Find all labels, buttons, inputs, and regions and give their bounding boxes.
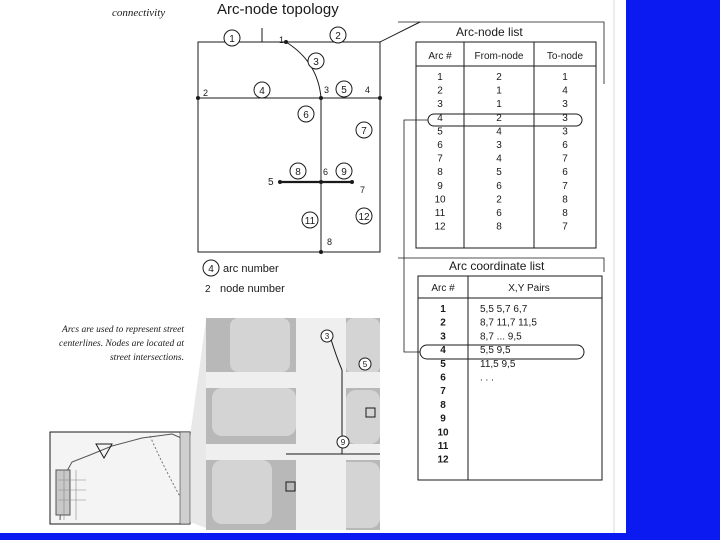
arc-node-cell: 6 <box>562 140 568 151</box>
node-number-labels <box>203 35 370 247</box>
leader-line-top <box>380 22 420 42</box>
node-dot <box>378 96 382 100</box>
arc-node-cell: 4 <box>437 112 443 124</box>
arc-node-cell: 3 <box>562 99 568 111</box>
node-dot <box>319 180 323 184</box>
inset-map <box>50 320 206 528</box>
arc-node-cell: 11 <box>434 208 446 219</box>
highlight-row-4 <box>428 114 582 126</box>
arc-label: 12 <box>358 212 370 223</box>
arc-coord-numbers <box>437 304 449 466</box>
arc-coord-pairs <box>480 304 537 384</box>
caption-line: street intersections. <box>109 353 184 363</box>
arc-label: 11 <box>304 216 316 227</box>
arc-label: 8 <box>295 167 301 178</box>
arc-node-cell: 6 <box>562 167 568 179</box>
arc-node-cell: 3 <box>562 112 568 124</box>
block <box>212 460 272 524</box>
arc-node-cell: 4 <box>562 85 568 97</box>
street-caption <box>59 325 184 363</box>
node-dot <box>319 96 323 100</box>
arc-coordinate-list <box>398 258 604 480</box>
arc-coord-number: 3 <box>440 331 446 343</box>
arc-node-cell: 7 <box>562 180 568 192</box>
arc-coord-number: 10 <box>437 427 449 439</box>
arc-label: 1 <box>229 34 235 45</box>
arc-label: 4 <box>259 86 265 97</box>
header-cell: Arc # <box>428 51 452 62</box>
legend-arc-symbol: 4 <box>208 264 214 275</box>
node-label: 8 <box>327 237 333 247</box>
node-label: 3 <box>324 85 330 95</box>
header-cell: X,Y Pairs <box>508 283 550 294</box>
header-cell: To-node <box>546 51 584 62</box>
arc-node-cell: 9 <box>437 180 443 192</box>
arc-coord-number: 4 <box>440 345 446 357</box>
arc-label: 2 <box>335 31 341 42</box>
arc-node-cell: 4 <box>496 153 502 165</box>
node-label: 4 <box>365 85 371 95</box>
arc-node-cell: 2 <box>437 85 443 97</box>
node-dot <box>284 40 288 44</box>
street <box>296 318 346 530</box>
arc-coord-pairs-cell: . . . <box>480 372 494 384</box>
arc-coord-number: 7 <box>440 386 446 398</box>
arc-coord-pairs-cell: 5,5 9,5 <box>480 345 511 357</box>
map-arc-label: 9 <box>340 438 346 447</box>
arc-coord-number: 12 <box>437 454 449 466</box>
arc-node-cell: 6 <box>496 180 502 192</box>
arc-coord-pairs-cell: 11,5 9,5 <box>480 358 516 370</box>
arc-node-cell: 6 <box>496 208 502 219</box>
arc-node-cell: 8 <box>437 167 443 179</box>
arc-node-cell: 2 <box>496 194 502 206</box>
arc-coord-number: 8 <box>440 399 446 411</box>
node-dot <box>278 180 282 184</box>
node-dot <box>350 180 354 184</box>
arc-node-cell: 7 <box>562 221 568 233</box>
header-cell: Arc # <box>431 283 455 294</box>
arc-coord-number: 5 <box>440 358 446 370</box>
node-dot <box>196 96 200 100</box>
arc-node-cell: 8 <box>562 208 568 219</box>
legend-arc-text: arc number <box>223 263 279 275</box>
legend <box>203 260 285 295</box>
arc-coord-number: 11 <box>437 441 449 452</box>
arc-node-cell: 10 <box>434 194 446 206</box>
map-arc-label: 3 <box>324 332 330 341</box>
topology-nodes <box>196 40 382 254</box>
legend-node-symbol: 2 <box>205 284 211 295</box>
node-label: 5 <box>268 177 274 188</box>
caption-line: centerlines. Nodes are located at <box>59 339 184 349</box>
block <box>212 388 296 436</box>
node-label: 6 <box>323 167 329 177</box>
node-label: 1 <box>279 35 285 45</box>
arc-node-cell: 8 <box>562 194 568 206</box>
header-cell: From-node <box>474 51 524 62</box>
map-arc-label: 5 <box>362 360 368 369</box>
arc-label: 6 <box>303 110 309 121</box>
arc-label: 3 <box>313 57 319 68</box>
arc-node-cell: 8 <box>496 221 502 233</box>
arc-coord-pairs-cell: 8,7 ... 9,5 <box>480 331 522 343</box>
arc-node-list-title: Arc-node list <box>456 25 523 39</box>
street <box>206 444 380 460</box>
arc-node-cell: 1 <box>437 72 443 83</box>
arc-node-cell: 1 <box>496 85 502 97</box>
arc-node-cell: 12 <box>434 221 446 233</box>
street-map <box>206 318 380 530</box>
arc-node-cell: 3 <box>437 99 443 111</box>
arc-label: 9 <box>341 167 347 178</box>
figure-title: Arc-node topology <box>217 1 339 18</box>
topology-boundary <box>198 42 380 252</box>
arc-node-cell: 3 <box>562 126 568 138</box>
arc-coord-number: 9 <box>440 413 446 425</box>
inset-strip <box>180 432 190 524</box>
arc-node-cell: 5 <box>496 167 502 179</box>
caption-line: Arcs are used to represent street <box>62 325 184 335</box>
arc-node-rows <box>434 72 568 233</box>
arc-coord-list-title: Arc coordinate list <box>449 259 545 273</box>
blue-side-bar <box>626 0 720 540</box>
arc-number-circles <box>224 27 372 228</box>
arc-coord-pairs-cell: 8,7 11,7 11,5 <box>480 317 537 329</box>
arc-3-curve <box>286 42 321 98</box>
blue-bottom-bar <box>0 533 626 540</box>
arc-node-list <box>398 22 604 248</box>
node-dot <box>319 250 323 254</box>
arc-coord-number: 6 <box>440 372 446 384</box>
arc-node-cell: 6 <box>437 140 443 151</box>
block <box>230 318 290 372</box>
arc-node-cell: 1 <box>496 99 502 111</box>
node-label: 7 <box>360 185 366 195</box>
node-label: 2 <box>203 88 209 98</box>
arc-node-cell: 3 <box>496 140 502 151</box>
legend-node-text: node number <box>220 283 285 295</box>
street <box>206 372 380 388</box>
arc-node-cell: 7 <box>562 153 568 165</box>
arc-node-cell: 4 <box>496 126 502 138</box>
zoom-wedge <box>190 320 206 528</box>
arc-label: 7 <box>361 126 367 137</box>
arc-coord-number: 2 <box>440 317 446 329</box>
arc-node-cell: 2 <box>496 112 502 124</box>
connectivity-caption: connectivity <box>112 7 166 19</box>
arc-node-cell: 1 <box>562 72 568 83</box>
arc-node-cell: 2 <box>496 72 502 83</box>
arc-label: 5 <box>341 85 347 96</box>
arc-node-cell: 5 <box>437 126 443 138</box>
arc-node-cell: 7 <box>437 153 443 165</box>
arc-coord-pairs-cell: 5,5 5,7 6,7 <box>480 304 528 315</box>
arc-coord-number: 1 <box>440 304 446 315</box>
